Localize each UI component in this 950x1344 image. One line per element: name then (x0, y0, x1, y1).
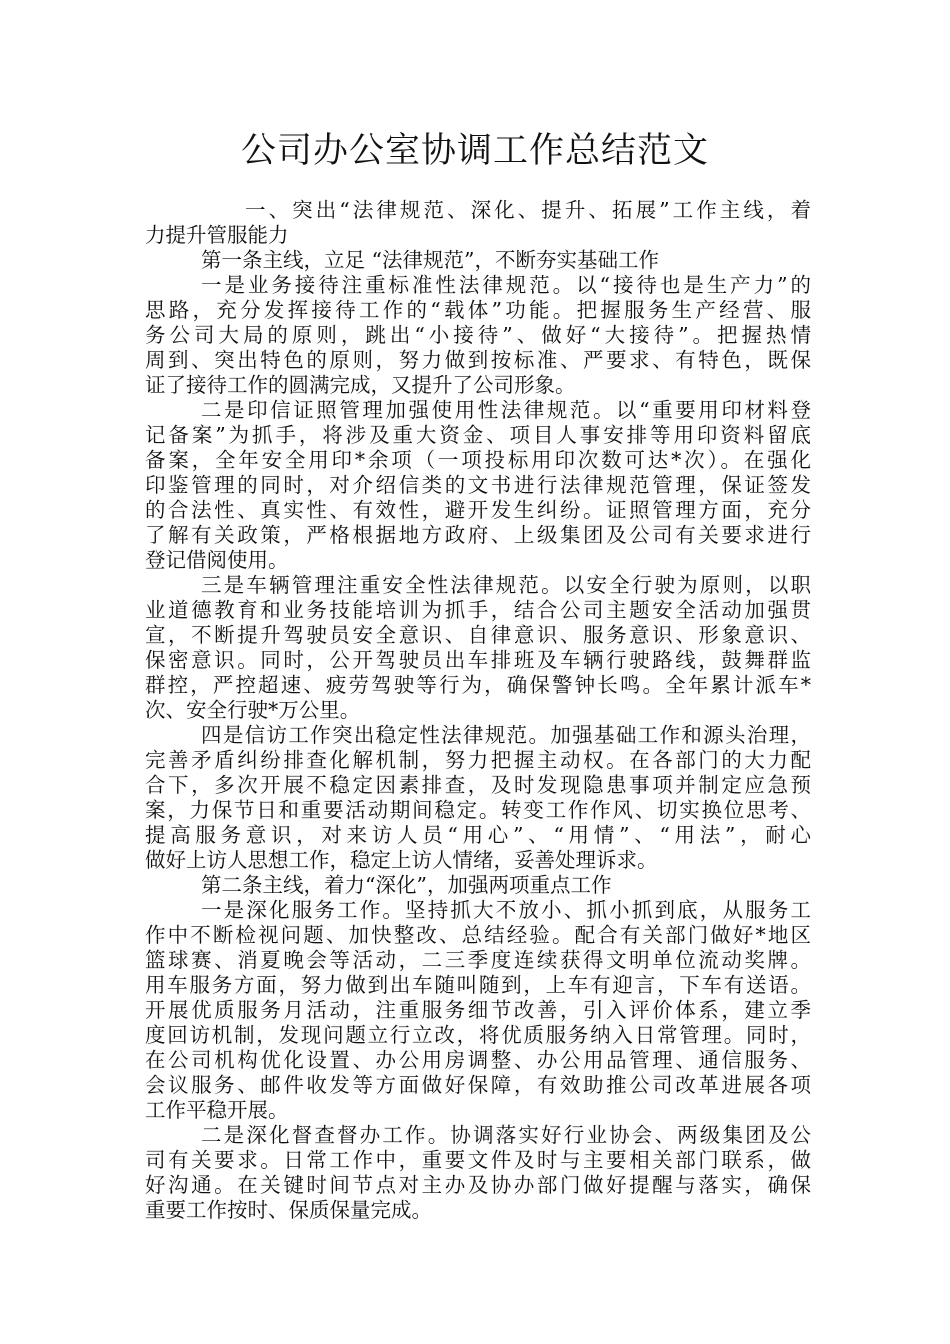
paragraph-line: 二是印信证照管理加强使用性法律规范。以“重要用印材料登 (201, 398, 811, 422)
paragraph-line: 提高服务意识，对来访人员“用心”、“用情”、“用法”，耐心 (145, 823, 811, 847)
paragraph-line: 好沟通。在关键时间节点对主办及协办部门做好提醒与落实，确保 (145, 1173, 811, 1197)
paragraph-line: 用车服务方面，努力做到出车随叫随到，上车有迎言，下车有送语。 (145, 973, 811, 997)
paragraph-line: 宣，不断提升驾驶员安全意识、自律意识、服务意识、形象意识、 (145, 623, 811, 647)
paragraph-line: 工作平稳开展。 (145, 1098, 289, 1122)
paragraph-line: 周到、突出特色的原则，努力做到按标准、严要求、有特色，既保 (145, 348, 811, 372)
paragraph-line: 一是深化服务工作。坚持抓大不放小、抓小抓到底，从服务工 (201, 898, 811, 922)
paragraph-line: 第一条主线，立足 “法律规范”，不断夯实基础工作 (201, 248, 659, 272)
paragraph-line: 的合法性、真实性、有效性，避开发生纠纷。证照管理方面，充分 (145, 498, 811, 522)
paragraph-line: 合下，多次开展不稳定因素排查，及时发现隐患事项并制定应急预 (145, 773, 811, 797)
paragraph-line: 记备案”为抓手，将涉及重大资金、项目人事安排等用印资料留底 (145, 423, 811, 447)
paragraph-line: 在公司机构优化设置、办公用房调整、办公用品管理、通信服务、 (145, 1048, 811, 1072)
paragraph-line: 四是信访工作突出稳定性法律规范。加强基础工作和源头治理， (201, 723, 811, 747)
paragraph-line: 司有关要求。日常工作中，重要文件及时与主要相关部门联系，做 (145, 1148, 811, 1172)
paragraph-line: 做好上访人思想工作，稳定上访人情绪，妥善处理诉求。 (145, 848, 658, 872)
paragraph-line: 登记借阅使用。 (145, 548, 289, 572)
paragraph-line: 一是业务接待注重标准性法律规范。以“接待也是生产力”的 (201, 273, 811, 297)
paragraph-line: 了解有关政策，严格根据地方政府、上级集团及公司有关要求进行 (145, 523, 811, 547)
paragraph-line: 群控，严控超速、疲劳驾驶等行为，确保警钟长鸣。全年累计派车* (145, 673, 811, 697)
paragraph-line: 一、突出“法律规范、深化、提升、拓展”工作主线，着 (245, 198, 811, 222)
paragraph-line: 证了接待工作的圆满完成，又提升了公司形象。 (145, 373, 576, 397)
paragraph-line: 备案，全年安全用印*余项（一项投标用印次数可达*次）。在强化 (145, 448, 811, 472)
paragraph-line: 印鉴管理的同时，对介绍信类的文书进行法律规范管理，保证签发 (145, 473, 811, 497)
paragraph-line: 次、安全行驶*万公里。 (145, 698, 361, 722)
paragraph-line: 思路，充分发挥接待工作的“载体”功能。把握服务生产经营、服 (145, 298, 811, 322)
paragraph-line: 作中不断检视问题、加快整改、总结经验。配合有关部门做好*地区 (145, 923, 811, 947)
paragraph-line: 业道德教育和业务技能培训为抓手，结合公司主题安全活动加强贯 (145, 598, 811, 622)
paragraph-line: 第二条主线，着力“深化”，加强两项重点工作 (201, 873, 612, 897)
paragraph-line: 务公司大局的原则，跳出“小接待”、做好“大接待”。把握热情 (145, 323, 811, 347)
document-title: 公司办公室协调工作总结范文 (240, 131, 709, 171)
paragraph-line: 篮球赛、消夏晚会等活动，二三季度连续获得文明单位流动奖牌。 (145, 948, 811, 972)
paragraph-line: 会议服务、邮件收发等方面做好保障，有效助推公司改革进展各项 (145, 1073, 811, 1097)
paragraph-line: 完善矛盾纠纷排查化解机制，努力把握主动权。在各部门的大力配 (145, 748, 811, 772)
paragraph-line: 三是车辆管理注重安全性法律规范。以安全行驶为原则，以职 (201, 573, 811, 597)
paragraph-line: 度回访机制，发现问题立行立改，将优质服务纳入日常管理。同时， (145, 1023, 811, 1047)
document-body (145, 198, 811, 1223)
paragraph-line: 开展优质服务月活动，注重服务细节改善，引入评价体系，建立季 (145, 998, 811, 1022)
paragraph-line: 重要工作按时、保质保量完成。 (145, 1198, 432, 1222)
paragraph-line: 力提升管服能力 (145, 223, 289, 247)
paragraph-line: 保密意识。同时，公开驾驶员出车排班及车辆行驶路线，鼓舞群监 (145, 648, 811, 672)
paragraph-line: 案，力保节日和重要活动期间稳定。转变工作作风、切实换位思考、 (145, 798, 811, 822)
paragraph-line: 二是深化督查督办工作。协调落实好行业协会、两级集团及公 (201, 1123, 811, 1147)
